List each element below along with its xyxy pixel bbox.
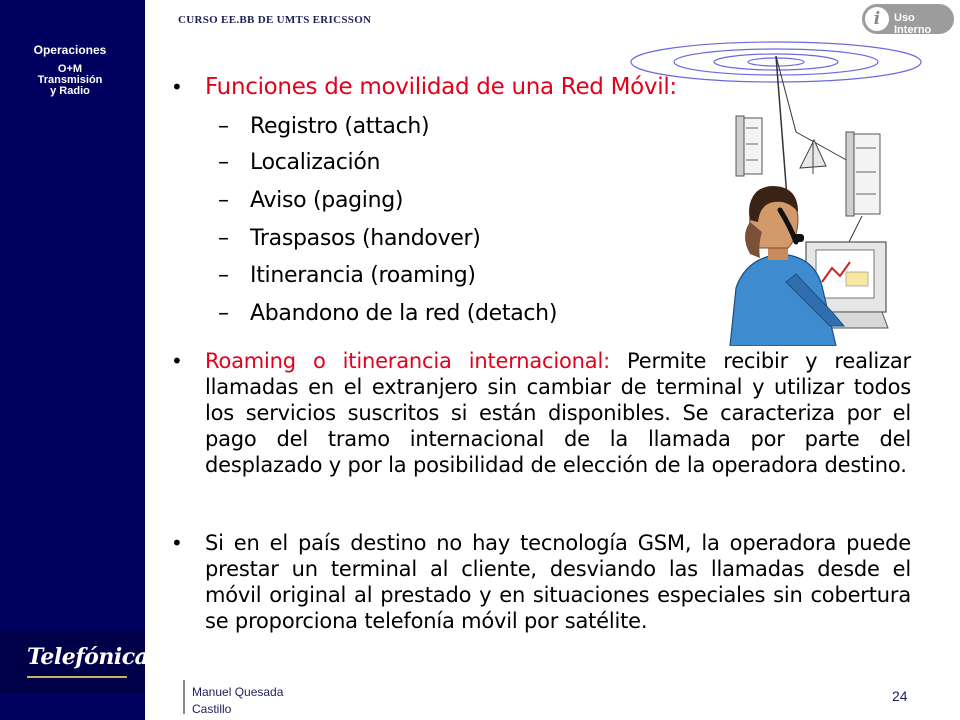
bullet-marker: •	[171, 75, 183, 99]
sidebar	[0, 0, 149, 720]
internal-use-badge	[862, 4, 954, 34]
heading: Funciones de movilidad de una Red Móvil:	[205, 74, 677, 100]
author	[192, 684, 283, 718]
badge-label: Uso Interno	[894, 12, 932, 36]
list-item	[218, 301, 557, 326]
dash-marker: –	[218, 263, 229, 288]
list-item-text: Aviso (paging)	[250, 188, 404, 213]
list-item-text: Itinerancia (roaming)	[250, 263, 476, 288]
telefonica-logo: Telefónica	[27, 644, 149, 670]
dash-marker: –	[218, 301, 229, 326]
roaming-term: Roaming o itinerancia internacional:	[205, 349, 610, 373]
roaming-text: Permite recibir y realizar llamadas en el extranjero sin cambiar de terminal y utilizar todos los servicios suscritos si están disponibles. Se caracteriza por el pago del tramo internacional de la llamada por parte del desplazado y por la posibilidad de elección de la operadora destino.	[205, 349, 911, 477]
list-item-text: Traspasos (handover)	[250, 226, 481, 251]
list-item	[218, 226, 481, 251]
dash-marker: –	[218, 188, 229, 213]
sidebar-subtitle	[0, 64, 140, 97]
author-line2: Castillo	[192, 702, 232, 716]
roaming-paragraph	[205, 348, 911, 478]
sidebar-subtitle-line3: y Radio	[50, 85, 90, 97]
info-icon: i	[865, 7, 889, 31]
sidebar-subtitle-line1: O+M	[57, 63, 83, 75]
list-item	[218, 150, 380, 175]
author-line1: Manuel Quesada	[192, 685, 284, 699]
sidebar-subtitle-line2: Transmisión	[37, 74, 103, 86]
bullet-marker: •	[171, 349, 183, 373]
list-item	[218, 188, 403, 213]
bullet-marker: •	[171, 531, 183, 555]
page-number: 24	[892, 688, 908, 704]
list-item	[218, 114, 429, 139]
list-item-text: Abandono de la red (detach)	[250, 301, 558, 326]
dash-marker: –	[218, 150, 229, 175]
gsm-paragraph: Si en el país destino no hay tecnología GSM, la operadora puede prestar un terminal al cliente, desviando las llamadas desde el móvil original al prestado y en situaciones especiales sin cobertura se proporciona telefonía móvil por satélite.	[205, 531, 911, 633]
dash-marker: –	[218, 226, 229, 251]
sidebar-title: Operaciones	[33, 43, 107, 57]
logo-underline	[27, 676, 127, 678]
course-title: CURSO EE.BB DE UMTS ERICSSON	[178, 14, 372, 26]
dash-marker: –	[218, 114, 229, 139]
list-item-text: Registro (attach)	[250, 114, 430, 139]
list-item	[218, 263, 476, 288]
list-item-text: Localización	[250, 150, 381, 175]
footer-divider	[183, 680, 185, 714]
